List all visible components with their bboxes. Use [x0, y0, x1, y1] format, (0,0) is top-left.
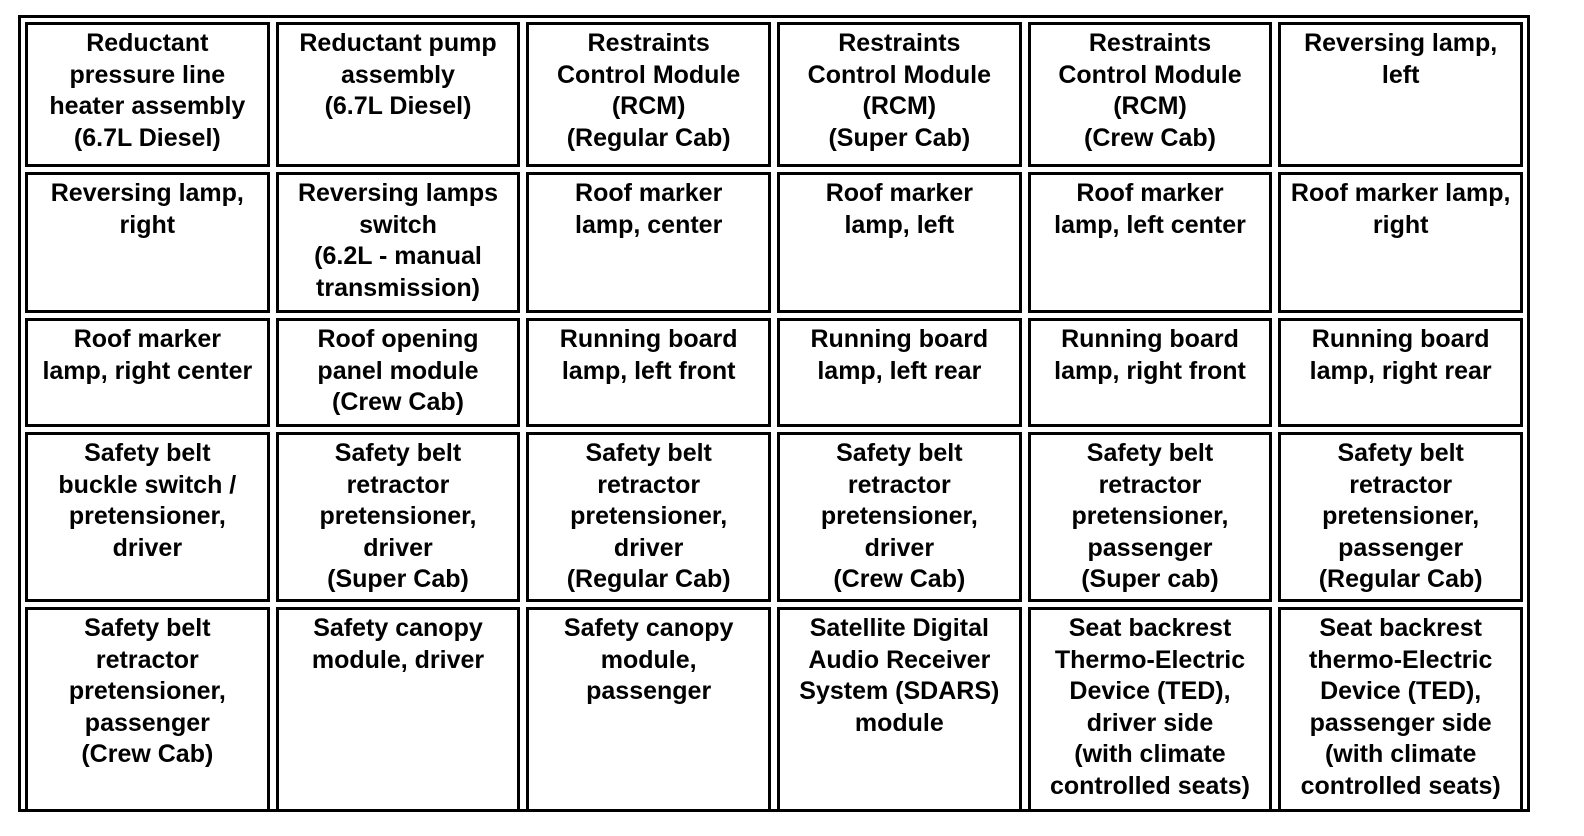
cell-text-line: retractor	[1349, 470, 1453, 499]
cell-text-line: (Crew Cab)	[1084, 123, 1216, 152]
table-cell	[1278, 22, 1523, 167]
table-cell	[777, 432, 1022, 602]
cell-text-line: lamp, left	[844, 210, 955, 239]
table-cell	[777, 22, 1022, 167]
cell-text-line: controlled seats)	[1049, 771, 1251, 800]
cell-text-line: pretensioner,	[1071, 502, 1229, 530]
cell-text-line: (6.7L Diesel)	[324, 92, 472, 120]
table-cell	[526, 172, 771, 313]
table-cell	[1278, 318, 1523, 427]
cell-text-line: Restraints	[587, 29, 710, 57]
cell-text-line: pretensioner,	[820, 502, 978, 530]
cell-text-line: retractor	[847, 470, 951, 499]
cell-text-line: Safety belt	[836, 439, 963, 467]
cell-text-line: (with climate	[1324, 740, 1477, 768]
cell-text-line: Control Module	[1058, 60, 1242, 89]
cell-text-line: (with climate	[1074, 740, 1226, 768]
cell-text-line: module,	[600, 645, 697, 674]
table-cell	[25, 22, 270, 167]
cell-text-line: pretensioner,	[1322, 502, 1480, 530]
cell-text-line: (6.7L Diesel)	[73, 123, 221, 152]
component-grid	[25, 22, 1523, 805]
cell-text-line: lamp, left center	[1054, 210, 1246, 239]
table-cell	[276, 432, 521, 602]
table-cell	[1028, 432, 1273, 602]
cell-text-line: (6.2L - manual	[314, 242, 482, 270]
cell-text-line: Safety belt	[84, 439, 211, 467]
cell-text-line: passenger	[84, 708, 210, 737]
cell-text-line: passenger	[1087, 533, 1213, 562]
cell-text-line: retractor	[95, 645, 199, 674]
table-cell	[777, 607, 1022, 812]
cell-text-line: Roof marker	[825, 179, 973, 207]
cell-text-line: Reversing lamp,	[50, 179, 244, 207]
cell-text-line: assembly	[341, 60, 455, 89]
cell-text-line: driver	[613, 533, 684, 562]
cell-text-line: pretensioner,	[570, 502, 728, 530]
cell-text-line: controlled seats)	[1300, 771, 1501, 800]
cell-text-line: (RCM)	[862, 92, 937, 120]
cell-text-line: Reductant	[86, 29, 209, 57]
cell-text-line: Safety canopy	[313, 614, 483, 642]
cell-text-line: lamp, left front	[561, 356, 736, 385]
cell-text-line: retractor	[1098, 470, 1202, 499]
cell-text-line: Device (TED),	[1069, 677, 1231, 705]
table-cell	[777, 318, 1022, 427]
cell-text-line: Restraints	[1088, 29, 1212, 57]
table-cell	[1278, 432, 1523, 602]
table-cell	[526, 22, 771, 167]
cell-text-line: lamp, right center	[42, 356, 253, 385]
cell-text-line: Reversing lamp,	[1304, 29, 1498, 57]
cell-text-line: Running board	[810, 325, 989, 353]
cell-text-line: Control Module	[557, 60, 741, 89]
table-cell	[1028, 318, 1273, 427]
cell-text-line: Restraints	[838, 29, 961, 57]
cell-text-line: Safety belt	[585, 439, 712, 467]
cell-text-line: Roof marker	[1076, 179, 1224, 207]
table-cell	[1278, 172, 1523, 313]
cell-text-line: passenger	[1338, 533, 1464, 562]
cell-text-line: (Crew Cab)	[332, 388, 464, 416]
cell-text-line: Running board	[559, 325, 738, 353]
cell-text-line: (Regular Cab)	[566, 123, 731, 152]
cell-text-line: Roof marker	[575, 179, 723, 207]
cell-text-line: panel module	[317, 356, 479, 385]
table-cell	[526, 607, 771, 812]
table-cell	[276, 172, 521, 313]
cell-text-line: Safety canopy	[563, 614, 734, 642]
table-cell	[276, 607, 521, 812]
cell-text-line: Safety belt	[1086, 439, 1214, 467]
cell-text-line: pretensioner,	[68, 677, 226, 705]
table-cell	[1028, 607, 1273, 812]
table-cell	[25, 432, 270, 602]
cell-text-line: Seat backrest	[1068, 614, 1232, 642]
cell-text-line: Seat backrest	[1319, 614, 1482, 642]
cell-text-line: retractor	[597, 470, 701, 499]
cell-text-line: pressure line	[69, 60, 226, 89]
cell-text-line: (Regular Cab)	[566, 565, 731, 593]
cell-text-line: (Super Cab)	[327, 565, 469, 593]
cell-text-line: switch	[359, 210, 437, 239]
table-cell	[25, 607, 270, 812]
cell-text-line: Reversing lamps	[297, 179, 499, 207]
cell-text-line: Safety belt	[84, 614, 211, 642]
cell-text-line: Satellite Digital	[809, 614, 989, 642]
cell-text-line: (Crew Cab)	[81, 740, 214, 768]
cell-text-line: lamp, right rear	[1309, 356, 1492, 385]
cell-text-line: left	[1381, 60, 1420, 89]
cell-text-line: (Super cab)	[1081, 565, 1219, 593]
cell-text-line: buckle switch /	[58, 470, 237, 499]
cell-text-line: Audio Receiver	[808, 645, 991, 674]
cell-text-line: lamp, left rear	[817, 356, 982, 385]
cell-text-line: thermo-Electric	[1308, 645, 1493, 674]
cell-text-line: Roof marker	[73, 325, 221, 353]
cell-text-line: Reductant pump	[299, 29, 497, 57]
cell-text-line: passenger	[586, 677, 712, 705]
cell-text-line: driver	[864, 533, 935, 562]
cell-text-line: Running board	[1311, 325, 1490, 353]
cell-text-line: Safety belt	[334, 439, 462, 467]
table-cell	[25, 318, 270, 427]
cell-text-line: passenger side	[1309, 708, 1492, 737]
table-cell	[526, 318, 771, 427]
cell-text-line: pretensioner,	[68, 502, 226, 530]
cell-text-line: module	[854, 708, 944, 737]
table-cell	[276, 22, 521, 167]
table-cell	[1278, 607, 1523, 812]
cell-text-line: Thermo-Electric	[1054, 645, 1246, 674]
cell-text-line: System (SDARS)	[799, 677, 1000, 705]
table-cell	[526, 432, 771, 602]
cell-text-line: (Crew Cab)	[833, 565, 966, 593]
cell-text-line: Safety belt	[1337, 439, 1464, 467]
table-cell	[1028, 172, 1273, 313]
component-table	[18, 15, 1530, 812]
cell-text-line: right	[119, 210, 176, 239]
table-cell	[777, 172, 1022, 313]
cell-text-line: right	[1372, 210, 1429, 239]
cell-text-line: driver	[363, 533, 433, 562]
table-cell	[276, 318, 521, 427]
cell-text-line: Roof marker lamp,	[1290, 179, 1511, 207]
cell-text-line: (RCM)	[611, 92, 686, 120]
cell-text-line: transmission)	[316, 273, 480, 302]
cell-text-line: heater assembly	[49, 92, 246, 120]
cell-text-line: driver side	[1086, 708, 1214, 737]
cell-text-line: retractor	[346, 470, 450, 499]
cell-text-line: module, driver	[311, 645, 485, 674]
cell-text-line: Roof opening	[317, 325, 479, 353]
cell-text-line: Device (TED),	[1320, 677, 1482, 705]
cell-text-line: driver	[112, 533, 183, 562]
cell-text-line: Running board	[1061, 325, 1239, 353]
table-cell	[25, 172, 270, 313]
cell-text-line: (Super Cab)	[828, 123, 971, 152]
cell-text-line: Control Module	[807, 60, 991, 89]
cell-text-line: (RCM)	[1113, 92, 1187, 120]
cell-text-line: lamp, center	[575, 210, 723, 239]
cell-text-line: lamp, right front	[1054, 356, 1246, 385]
cell-text-line: pretensioner,	[319, 502, 477, 530]
cell-text-line: (Regular Cab)	[1318, 565, 1483, 593]
table-cell	[1028, 22, 1273, 167]
